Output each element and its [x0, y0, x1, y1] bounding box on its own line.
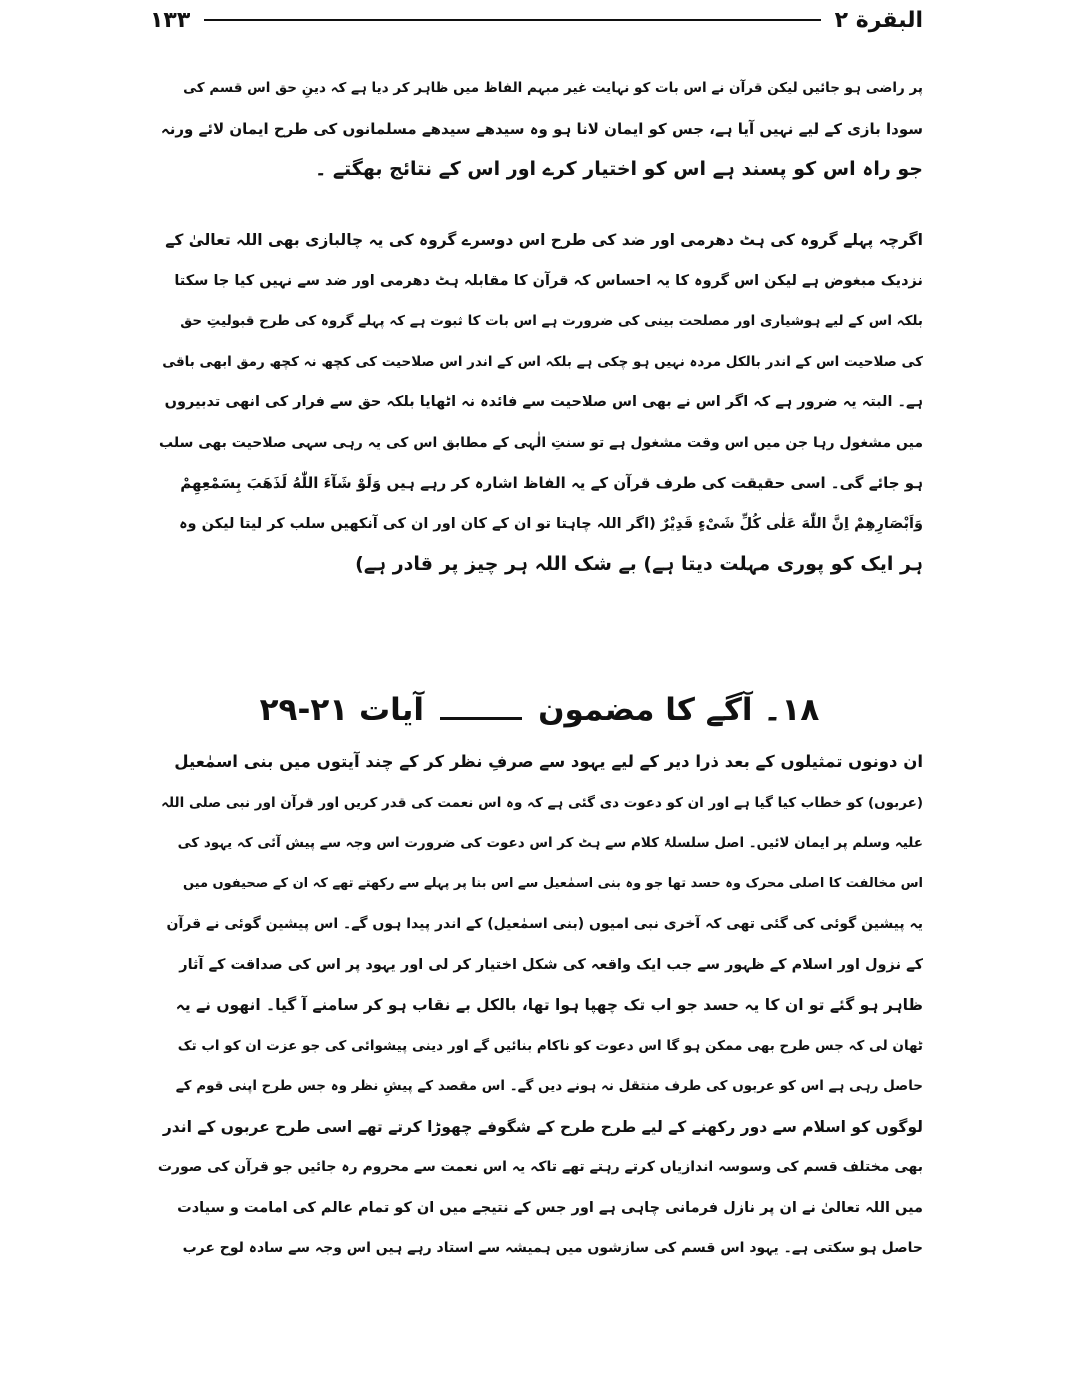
section-heading [240, 686, 839, 734]
text-line: (عربوں) کو خطاب کیا گیا ہے اور ان کو دعوت دی گئی ہے کہ وہ اس نعمت کی قدر کریں اور قرآن اور نبی صلی اللہ [161, 794, 923, 811]
text-line: ہے۔ البتہ یہ ضرور ہے کہ اگر اس نے بھی اس صلاحیت سے فائدہ نہ اٹھایا بلکہ حق سے فرار کی انھی تدبیروں [164, 394, 923, 410]
running-header [150, 6, 923, 34]
text-line: علیہ وسلم پر ایمان لائیں۔ اصل سلسلۂ کلام سے ہٹ کر اس دعوت کی ضرورت اس وجہ سے پیش آئی کہ یہود کی [177, 835, 923, 851]
text-line: میں اللہ تعالیٰ نے ان پر نازل فرمانی چاہی ہے اور جس کے نتیجے میں ان کو تمام عالم کی امامت و سیادت [177, 1199, 923, 1216]
paragraph-2 [158, 220, 923, 585]
text-line: ان دونوں تمثیلوں کے بعد ذرا دیر کے لیے یہود سے صرفِ نظر کر کے چند آیتوں میں بنی اسمٰعیل [174, 752, 923, 771]
text-line: ہو جائے گی۔ اسی حقیقت کی طرف قرآن کے یہ الفاظ اشارہ کر رہے ہیں وَلَوْ شَآءَ اللّٰهُ لَذَهَبَ بِسَمْعِهِمْ [180, 474, 923, 492]
text-line: میں مشغول رہا جن میں اس وقت مشغول ہے تو سنتِ الٰہی کے مطابق اس کی یہ رہی سہی صلاحیت بھی سلب [159, 434, 923, 451]
text-line: وَاَبْصَارِهِمْ اِنَّ اللّٰهَ عَلٰى كُلِّ شَیْءٍ قَدِیْرٌ (اگر اللہ چاہتا تو ان کے کان اور ان کی آنکھیں سلب کر لیتا لیکن وہ [179, 515, 923, 532]
heading-dash [440, 717, 522, 720]
paragraph-1 [158, 68, 923, 190]
text-line: بھی مختلف قسم کی وسوسہ اندازیاں کرتے رہتے تھے تاکہ یہ اس نعمت سے محروم رہ جائیں جو قرآن کی صورت [158, 1159, 923, 1175]
text-line: لوگوں کو اسلام سے دور رکھنے کے لیے طرح طرح کے شگوفے چھوڑا کرتے تھے اسی طرح عربوں کے اندر [162, 1117, 923, 1136]
text-line: اگرچہ پہلے گروہ کی ہٹ دھرمی اور ضد کی طرح اس دوسرے گروہ کی یہ چالبازی بھی اللہ تعالیٰ کے [165, 231, 923, 249]
text-line: نزدیک مبغوض ہے لیکن اس گروہ کا یہ احساس کہ قرآن کا مقابلہ ہٹ دھرمی اور ضد سے نہیں کیا جا سکتا [174, 272, 923, 289]
text-line: بلکہ اس کے لیے ہوشیاری اور مصلحت بینی کی ضرورت ہے اس بات کا ثبوت ہے کہ پہلے گروہ کی طرح قبولیتِ حق [180, 313, 923, 329]
section-verses: آیات ۲۱-۲۹ [259, 692, 425, 728]
header-rule [204, 19, 820, 21]
section-title: ۱۸۔ آگے کا مضمون [538, 692, 820, 728]
text-line: اس مخالفت کا اصلی محرک وہ حسد تھا جو وہ بنی اسمٰعیل سے اس بنا پر پہلے سے رکھتے تھے کہ ان کے صحیفوں میں [182, 875, 923, 891]
text-line: کی صلاحیت اس کے اندر بالکل مردہ نہیں ہو چکی ہے بلکہ اس کے اندر اس صلاحیت کی کچھ نہ کچھ رمق ابھی باقی [162, 353, 923, 370]
text-line: جو راہ اس کو پسند ہے اس کو اختیار کرے اور اس کے نتائج بھگتے ۔ [315, 158, 923, 180]
text-line: کے نزول اور اسلام کے ظہور سے جب ایک واقعہ کی شکل اختیار کر لی اور یہود پر اس کی صداقت کے آثار [179, 956, 923, 973]
text-line: ہر ایک کو پوری مہلت دیتا ہے) بے شک اللہ ہر چیز پر قادر ہے) [355, 553, 923, 575]
text-line: یہ پیشین گوئی کی گئی تھی کہ آخری نبی امیوں (بنی اسمٰعیل) کے اندر پیدا ہوں گے۔ اس پیشین گوئی نے قرآن [166, 916, 923, 932]
text-line: ظاہر ہو گئے تو ان کا یہ حسد جو اب تک چھپا ہوا تھا، بالکل بے نقاب ہو کر سامنے آ گیا۔ انھوں نے یہ [175, 996, 923, 1014]
text-line: سودا بازی کے لیے نہیں آیا ہے، جس کو ایمان لانا ہو وہ سیدھے سیدھے مسلمانوں کی طرح ایمان لائے ورنہ [160, 119, 923, 138]
text-line: حاصل ہو سکتی ہے۔ یہود اس قسم کی سازشوں میں ہمیشہ سے استاد رہے ہیں اس وجہ سے سادہ لوح عرب [182, 1240, 923, 1256]
text-line: حاصل رہی ہے اس کو عربوں کی طرف منتقل نہ ہونے دیں گے۔ اس مقصد کے پیشِ نظر وہ جس طرح اپنی قوم کے [175, 1078, 923, 1094]
page-number: ١٣٣ [150, 7, 191, 33]
surah-name: البقرة ٢ [834, 7, 923, 33]
text-line: پر راضی ہو جائیں لیکن قرآن نے اس بات کو نہایت غیر مبہم الفاظ میں ظاہر کر دیا ہے کہ دینِ حق اس قسم کی [183, 80, 923, 96]
text-line: ٹھان لی کہ جس طرح بھی ممکن ہو گا اس دعوت کو ناکام بنائیں گے اور دینی پیشوائی کی جو عزت ان کو اب تک [177, 1037, 923, 1054]
paragraph-3 [158, 742, 923, 1269]
